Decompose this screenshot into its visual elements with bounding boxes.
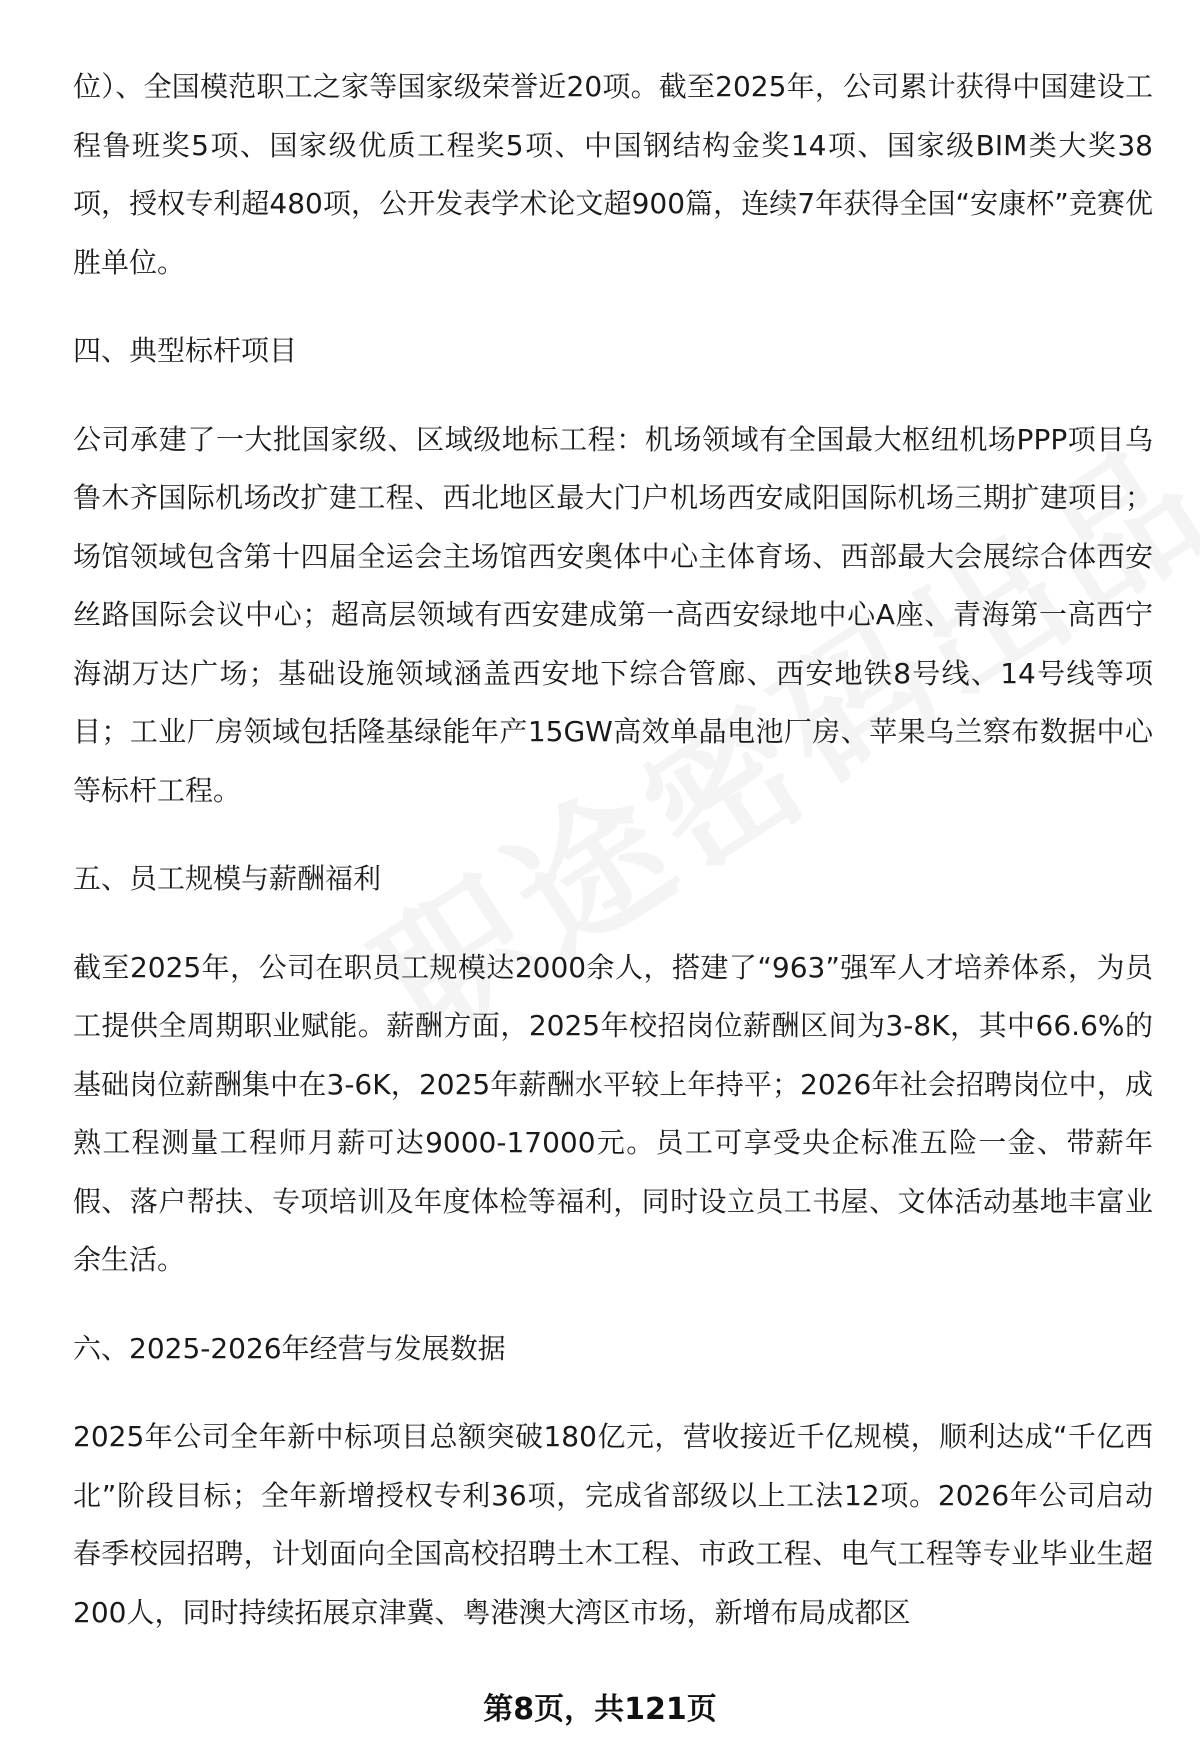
spacer — [73, 1378, 1153, 1408]
paragraph-staff-compensation: 截至2025年，公司在职员工规模达2000余人，搭建了“963”强军人才培养体系，为员工提供全周期职业赋能。薪酬方面，2025年校招岗位薪酬区间为3-8K，其中66.6%的基础岗位薪酬集中在3-6K，2025年薪酬水平较上年持平；2026年社会招聘岗位中，成熟工程测量工程师月薪可达9000-17000元。员工可享受央企标准五险一金、带薪年假、落户帮扶、专项培训及年度体检等福利，同时设立员工书屋、文体活动基地丰富业余生活。 — [73, 950, 1153, 1276]
paragraph-benchmark-projects: 公司承建了一大批国家级、区域级地标工程：机场领域有全国最大枢纽机场PPP项目乌鲁木齐国际机场改扩建工程、西北地区最大门户机场西安咸阳国际机场三期扩建项目；场馆领域包含第十四届全运会主场馆西安奥体中心主体育场、西部最大会展综合体西安丝路国际会议中心；超高层领域有西安建成第一高西安绿地中心A座、青海第一高西宁海湖万达广场；基础设施领域涵盖西安地下综合管廊、西安地铁8号线、14号线等项目；工业厂房领域包括隆基绿能年产15GW高效单晶电池厂房、苹果乌兰察布数据中心等标杆工程。 — [73, 422, 1153, 807]
section-heading-benchmark-projects: 四、典型标杆项目 — [73, 334, 298, 367]
spacer — [73, 820, 1153, 850]
spacer — [73, 1290, 1153, 1320]
spacer — [73, 381, 1153, 411]
paragraph-operations-data: 2025年公司全年新中标项目总额突破180亿元，营收接近千亿规模，顺利达成“千亿西北”阶段目标；全年新增授权专利36项，完成省部级以上工法12项。2026年公司启动春季校园招聘，计划面向全国高校招聘土木工程、市政工程、电气工程等专业毕业生超200人，同时持续拓展京津冀、粤港澳大湾区市场，新增布局成都区 — [73, 1420, 1153, 1629]
page-number: 第8页，共121页 — [483, 1692, 717, 1727]
section-heading-operations-data: 六、2025-2026年经营与发展数据 — [73, 1331, 506, 1365]
spacer — [73, 292, 1153, 322]
spacer — [73, 909, 1153, 939]
section-heading-staff-compensation: 五、员工规模与薪酬福利 — [73, 862, 382, 895]
paragraph-honors: 位）、全国模范职工之家等国家级荣誉近20项。截至2025年，公司累计获得中国建设工程鲁班奖5项、国家级优质工程奖5项、中国钢结构金奖14项、国家级BIM类大奖38项，授权专利超480项，公开发表学术论文超900篇，连续7年获得全国“安康杯”竞赛优胜单位。 — [73, 70, 1153, 279]
document-body — [73, 58, 1153, 1642]
